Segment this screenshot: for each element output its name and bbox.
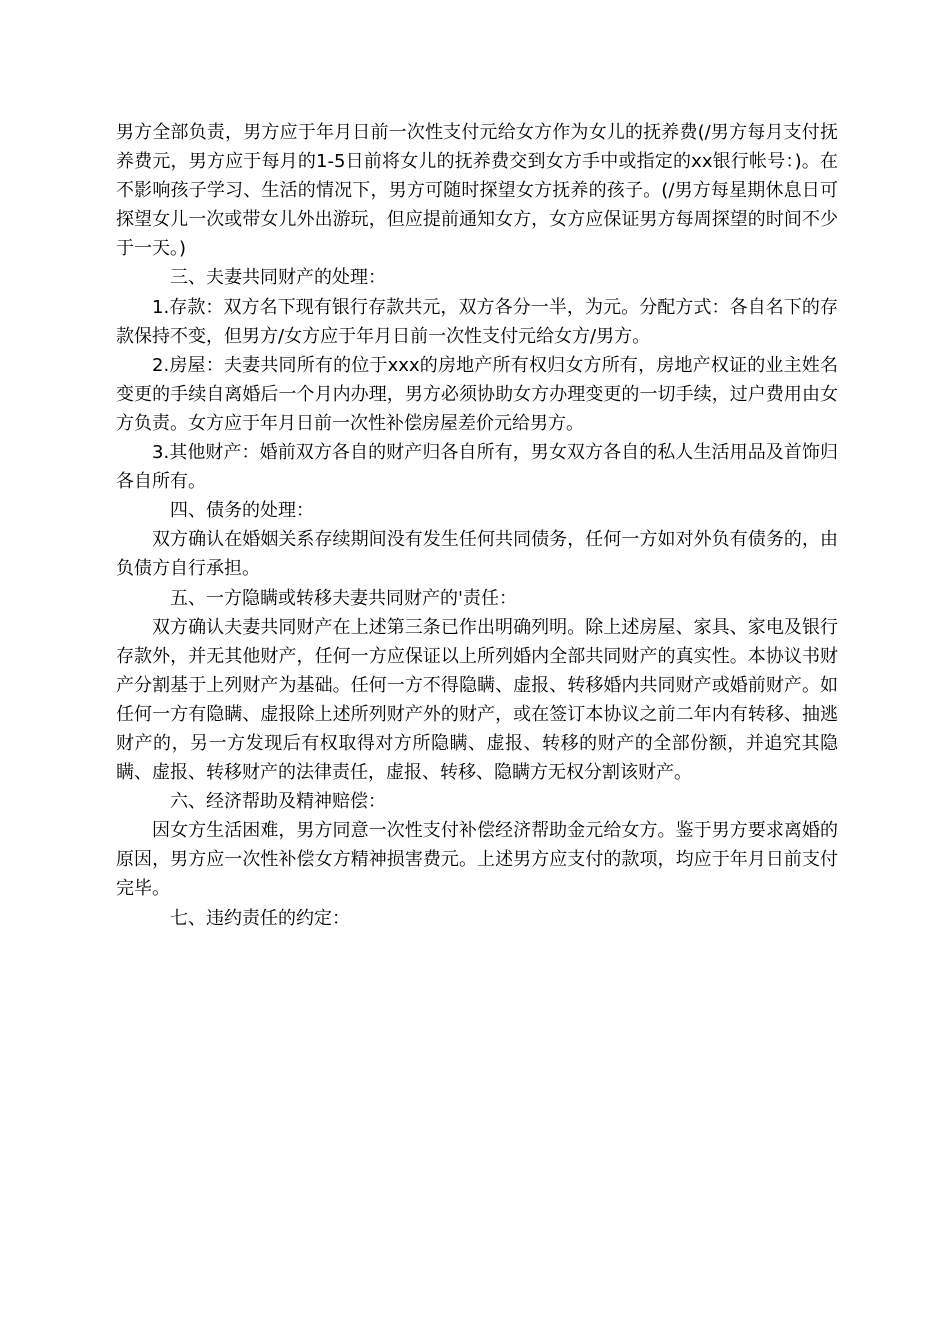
paragraph-compensation: 因女方生活困难，男方同意一次性支付补偿经济帮助金元给女方。鉴于男方要求离婚的原因，男方应一次性补偿女方精神损害费元。上述男方应支付的款项，均应于年月日前支付完毕。 bbox=[116, 820, 838, 900]
paragraph-other-property: 3.其他财产：婚前双方各自的财产归各自所有，男女双方各自的私人生活用品及首饰归各自所有。 bbox=[116, 442, 838, 493]
paragraph-child-support: 男方全部负责，男方应于年月日前一次性支付元给女方作为女儿的抚养费(/男方每月支付抚养费元，男方应于每月的1-5日前将女儿的抚养费交到女方手中或指定的xx银行帐号：)。在不影响孩子学习、生活的情况下，男方可随时探望女方抚养的孩子。(/男方每星期休息日可探望女儿一次或带女儿外出游玩，但应提前通知女方，女方应保证男方每周探望的时间不少于一天。) bbox=[116, 122, 838, 260]
paragraph-debts: 双方确认在婚姻关系存续期间没有发生任何共同债务，任何一方如对外负有债务的，由负债方自行承担。 bbox=[116, 529, 838, 580]
paragraph-concealment: 双方确认夫妻共同财产在上述第三条已作出明确列明。除上述房屋、家具、家电及银行存款外，并无其他财产，任何一方应保证以上所列婚内全部共同财产的真实性。本协议书财产分割基于上列财产为基础。任何一方不得隐瞒、虚报、转移婚内共同财产或婚前财产。如任何一方有隐瞒、虚报除上述所列财产外的财产，或在签订本协议之前二年内有转移、抽逃财产的，另一方发现后有权取得对方所隐瞒、虚报、转移的财产的全部份额，并追究其隐瞒、虚报、转移财产的法律责任，虚报、转移、隐瞒方无权分割该财产。 bbox=[116, 616, 838, 784]
paragraph-deposits: 1.存款：双方名下现有银行存款共元，双方各分一半，为元。分配方式：各自名下的存款保持不变，但男方/女方应于年月日前一次性支付元给女方/男方。 bbox=[116, 296, 838, 347]
paragraph-house: 2.房屋：夫妻共同所有的位于xxx的房地产所有权归女方所有，房地产权证的业主姓名变更的手续自离婚后一个月内办理，男方必须协助女方办理变更的一切手续，过户费用由女方负责。女方应于年月日前一次性补偿房屋差价元给男方。 bbox=[116, 354, 838, 434]
document-page bbox=[116, 118, 838, 933]
section-heading-6: 六、经济帮助及精神赔偿： bbox=[170, 791, 386, 813]
section-heading-3: 三、夫妻共同财产的处理： bbox=[170, 267, 386, 289]
section-heading-5: 五、一方隐瞒或转移夫妻共同财产的'责任： bbox=[170, 587, 517, 609]
section-heading-7: 七、违约责任的约定： bbox=[170, 907, 350, 929]
section-heading-4: 四、债务的处理： bbox=[170, 500, 314, 522]
